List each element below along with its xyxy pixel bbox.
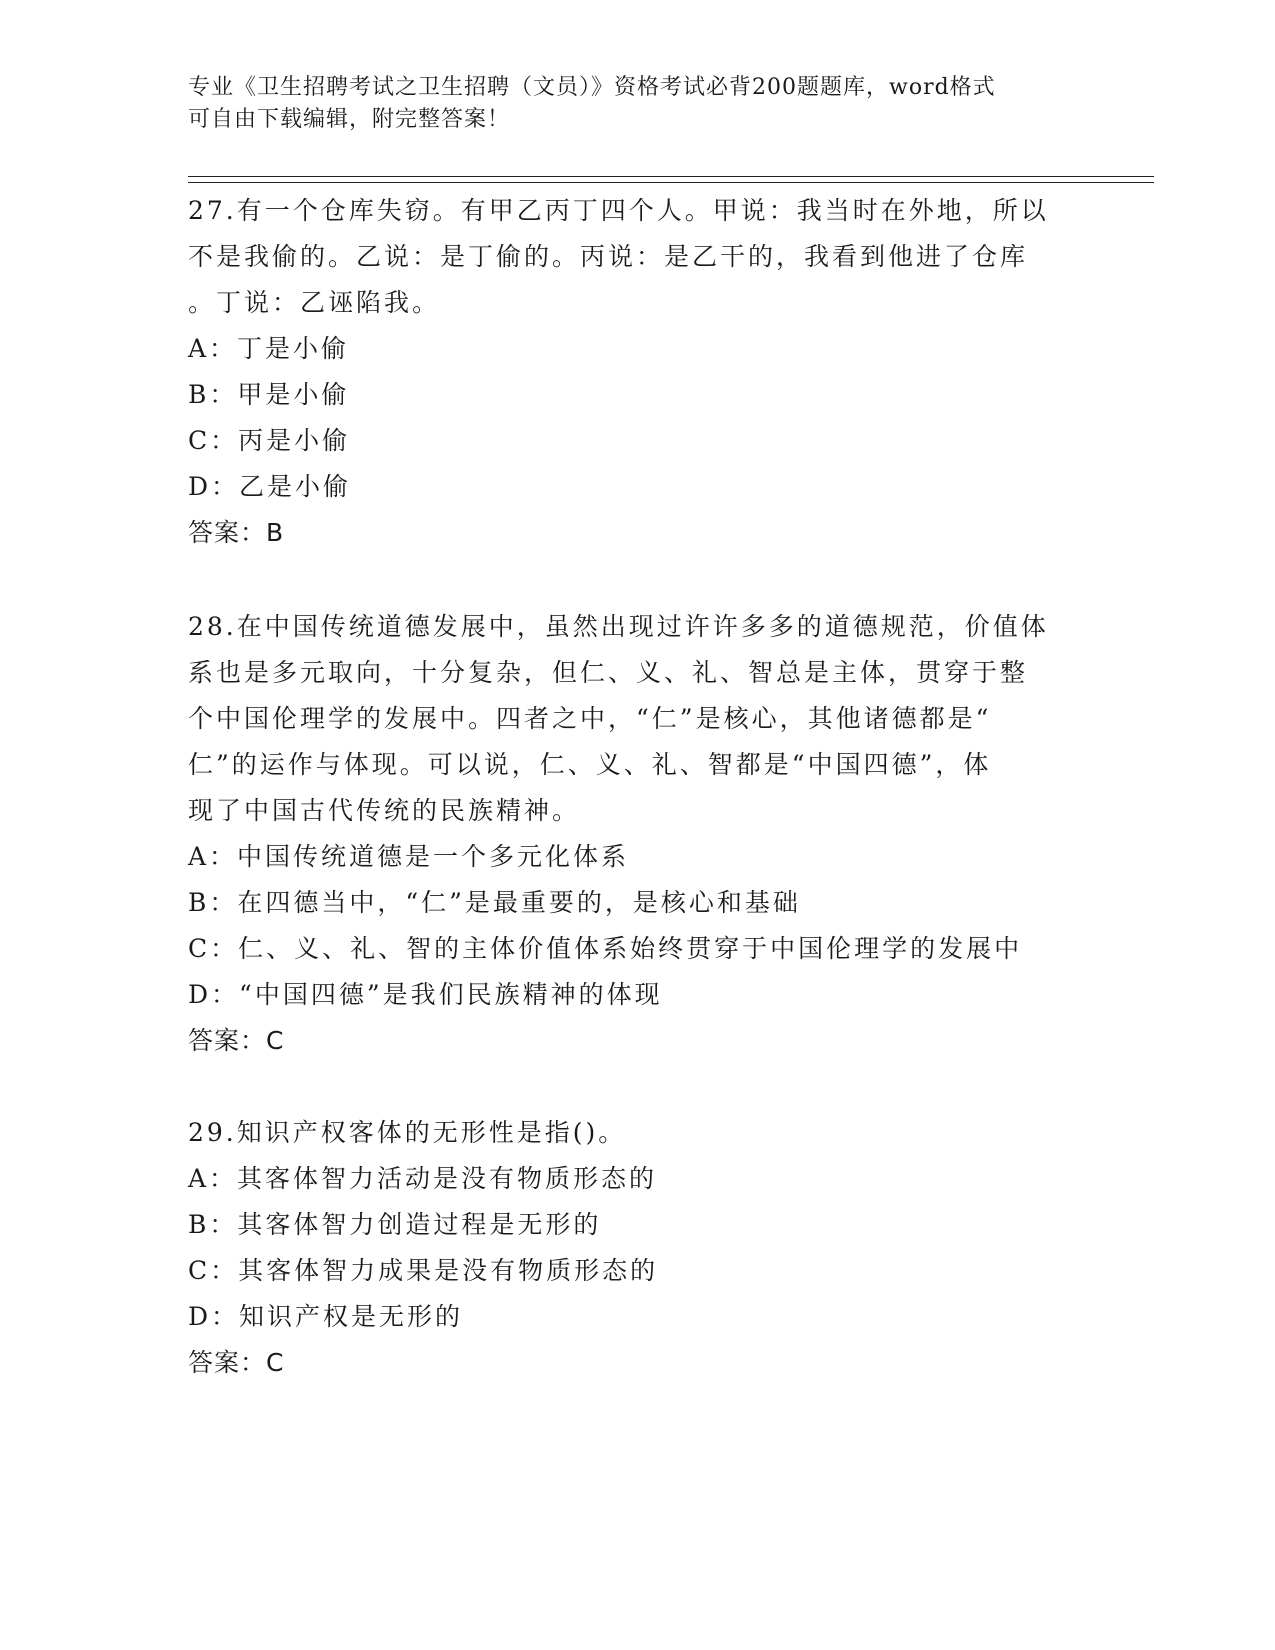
header-divider-top: [188, 176, 1154, 177]
question-list: [188, 188, 1088, 1386]
option-c: C：仁、义、礼、智的主体价值体系始终贯穿于中国伦理学的发展中: [188, 934, 1023, 963]
question-stem-line: 27.有一个仓库失窃。有甲乙丙丁四个人。甲说：我当时在外地，所以: [188, 196, 1049, 225]
option-d: D：“中国四德”是我们民族精神的体现: [188, 980, 663, 1009]
option-b: B：其客体智力创造过程是无形的: [188, 1210, 602, 1239]
question-28: [188, 604, 1088, 1064]
option-a: A：其客体智力活动是没有物质形态的: [188, 1164, 658, 1193]
option-b: B：甲是小偷: [188, 380, 350, 409]
header-line-1: 专业《卫生招聘考试之卫生招聘（文员）》资格考试必背200题题库，word格式: [188, 75, 996, 100]
answer-line: 答案：C: [188, 1026, 285, 1055]
option-a: A：丁是小偷: [188, 334, 350, 363]
question-stem-line: 不是我偷的。乙说：是丁偷的。丙说：是乙干的，我看到他进了仓库: [188, 242, 1029, 271]
answer-line: 答案：C: [188, 1348, 285, 1377]
question-stem-line: 个中国伦理学的发展中。四者之中，“仁”是核心，其他诸德都是“: [188, 704, 992, 733]
question-stem-line: 仁”的运作与体现。可以说，仁、义、礼、智都是“中国四德”，体: [188, 750, 992, 779]
question-stem-line: 。丁说：乙诬陷我。: [188, 288, 441, 317]
option-c: C：丙是小偷: [188, 426, 351, 455]
option-d: D：乙是小偷: [188, 472, 352, 501]
question-27: [188, 188, 1088, 556]
question-stem-line: 28.在中国传统道德发展中，虽然出现过许许多多的道德规范，价值体: [188, 612, 1049, 641]
header-line-2: 可自由下载编辑，附完整答案！: [188, 107, 511, 132]
option-d: D：知识产权是无形的: [188, 1302, 464, 1331]
option-c: C：其客体智力成果是没有物质形态的: [188, 1256, 659, 1285]
question-stem-line: 系也是多元取向，十分复杂，但仁、义、礼、智总是主体，贯穿于整: [188, 658, 1029, 687]
answer-line: 答案：B: [188, 518, 285, 547]
question-stem-line: 现了中国古代传统的民族精神。: [188, 796, 581, 825]
option-a: A：中国传统道德是一个多元化体系: [188, 842, 630, 871]
option-b: B：在四德当中，“仁”是最重要的，是核心和基础: [188, 888, 801, 917]
question-stem-line: 29.知识产权客体的无形性是指()。: [188, 1118, 627, 1147]
question-29: [188, 1110, 1088, 1386]
header-divider-bottom: [188, 182, 1154, 183]
document-header: [188, 72, 1068, 136]
